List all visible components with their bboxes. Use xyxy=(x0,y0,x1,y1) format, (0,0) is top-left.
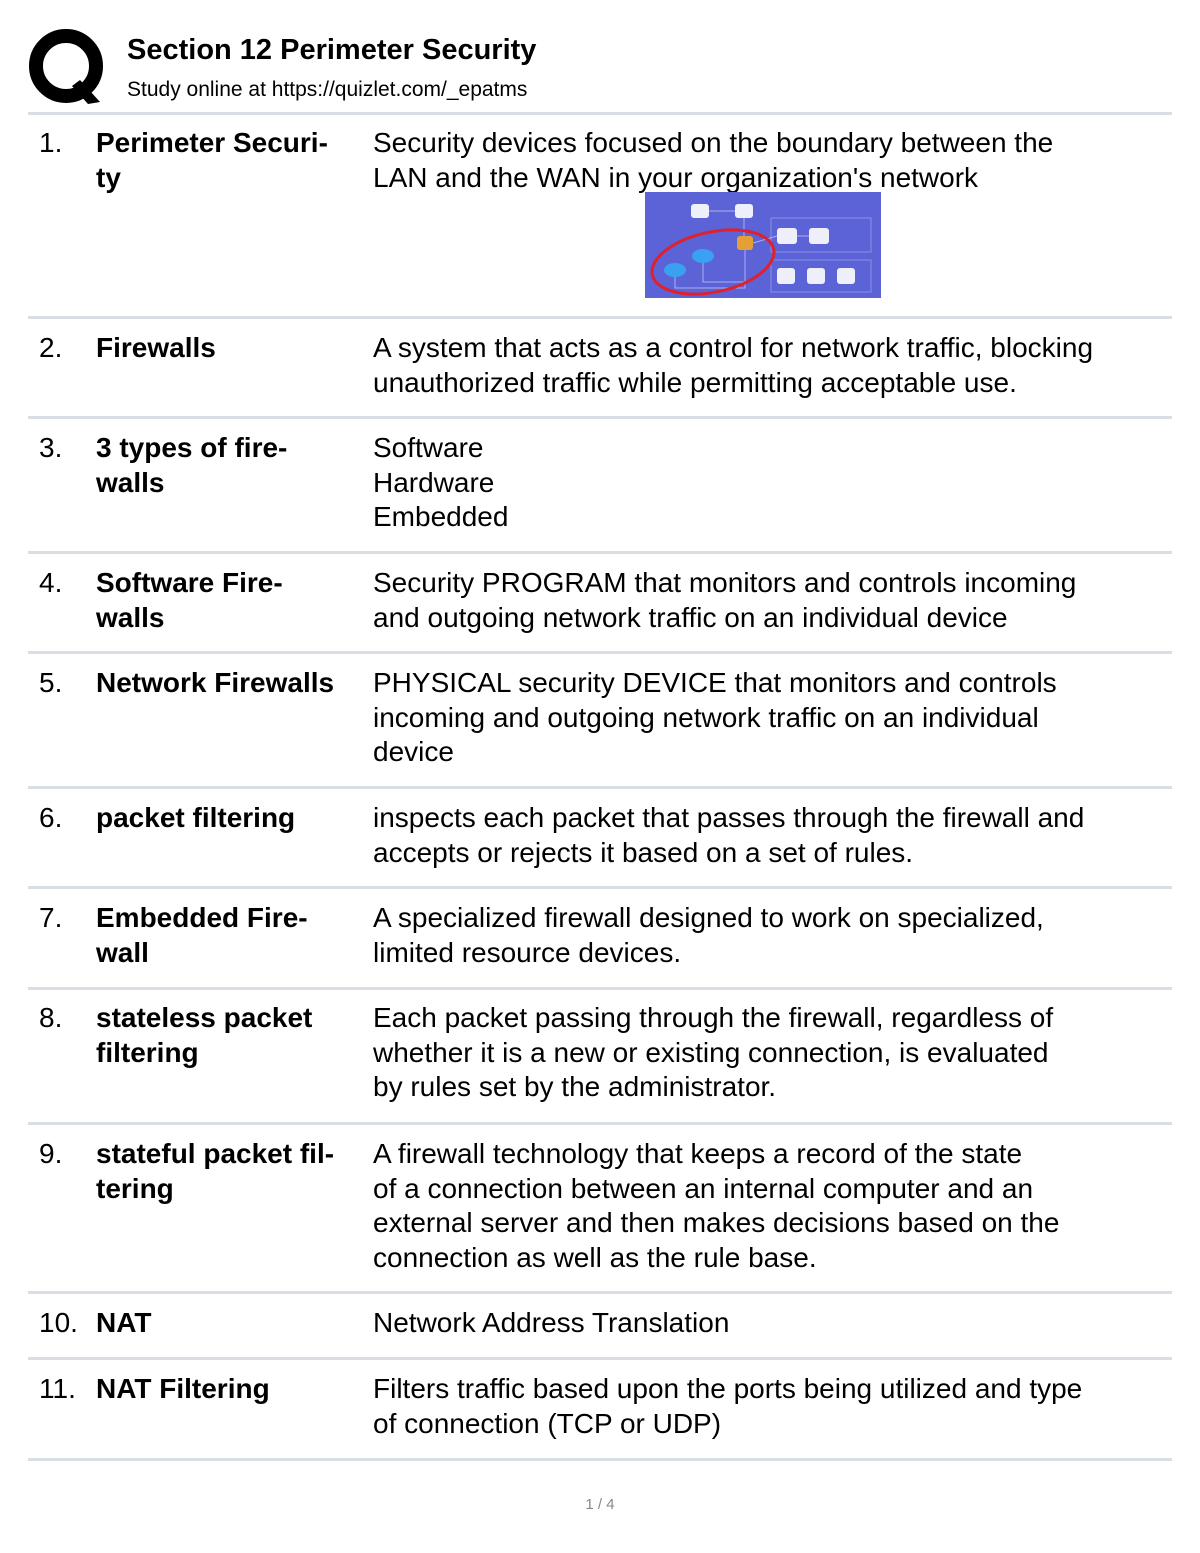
item-number: 6. xyxy=(39,802,63,833)
divider xyxy=(28,316,1172,319)
item-number: 7. xyxy=(39,902,63,933)
divider xyxy=(28,1291,1172,1294)
item-term: Firewalls xyxy=(96,332,216,363)
page-number: 1 / 4 xyxy=(585,1496,615,1513)
divider xyxy=(28,551,1172,554)
item-term: 3 types of fire- walls xyxy=(96,432,288,498)
divider xyxy=(28,1122,1172,1125)
item-definition: Network Address Translation xyxy=(373,1307,730,1338)
item-definition: A firewall technology that keeps a record of the state of a connection between an internal computer and an external server and then makes decisions based on the connection as well as the rule base. xyxy=(373,1138,1060,1273)
network-diagram-image xyxy=(645,192,881,298)
divider xyxy=(28,1458,1172,1461)
item-definition: Security devices focused on the boundary between the LAN and the WAN in your organization's network xyxy=(373,127,1054,193)
divider xyxy=(28,886,1172,889)
item-term: packet filtering xyxy=(96,802,296,833)
item-definition: Software Hardware Embedded xyxy=(373,432,509,532)
divider xyxy=(28,112,1172,115)
divider xyxy=(28,416,1172,419)
divider xyxy=(28,651,1172,654)
item-definition: Security PROGRAM that monitors and controls incoming and outgoing network traffic on an individual device xyxy=(373,567,1077,633)
item-term: Perimeter Securi- ty xyxy=(96,127,328,193)
item-term: Embedded Fire- wall xyxy=(96,902,308,968)
divider xyxy=(28,1357,1172,1360)
divider xyxy=(28,786,1172,789)
item-definition: Filters traffic based upon the ports being utilized and type of connection (TCP or UDP) xyxy=(373,1373,1083,1439)
item-term: Software Fire- walls xyxy=(96,567,283,633)
item-term: Network Firewalls xyxy=(96,667,335,698)
item-term: NAT Filtering xyxy=(96,1373,270,1404)
item-definition: Each packet passing through the firewall, regardless of whether it is a new or existing connection, is evaluated by rules set by the administrator. xyxy=(373,1002,1054,1102)
item-number: 9. xyxy=(39,1138,63,1169)
item-number: 8. xyxy=(39,1002,63,1033)
item-number: 1. xyxy=(39,127,63,158)
item-number: 10. xyxy=(39,1307,78,1338)
item-term: stateful packet fil- tering xyxy=(96,1138,335,1204)
item-definition: A specialized firewall designed to work on specialized, limited resource devices. xyxy=(373,902,1044,968)
item-definition: inspects each packet that passes through the firewall and accepts or rejects it based on a set of rules. xyxy=(373,802,1085,868)
item-definition: PHYSICAL security DEVICE that monitors and controls incoming and outgoing network traffic on an individual device xyxy=(373,667,1057,767)
item-number: 5. xyxy=(39,667,63,698)
item-number: 2. xyxy=(39,332,63,363)
divider xyxy=(28,987,1172,990)
page-title: Section 12 Perimeter Security xyxy=(127,34,537,66)
item-number: 3. xyxy=(39,432,63,463)
item-definition: A system that acts as a control for network traffic, blocking unauthorized traffic while permitting acceptable use. xyxy=(373,332,1094,398)
item-number: 4. xyxy=(39,567,63,598)
item-term: stateless packet filtering xyxy=(96,1002,313,1068)
item-number: 11. xyxy=(39,1373,76,1404)
quizlet-logo xyxy=(28,28,108,108)
item-term: NAT xyxy=(96,1307,152,1338)
study-link[interactable]: Study online at https://quizlet.com/_epatms xyxy=(127,78,528,101)
